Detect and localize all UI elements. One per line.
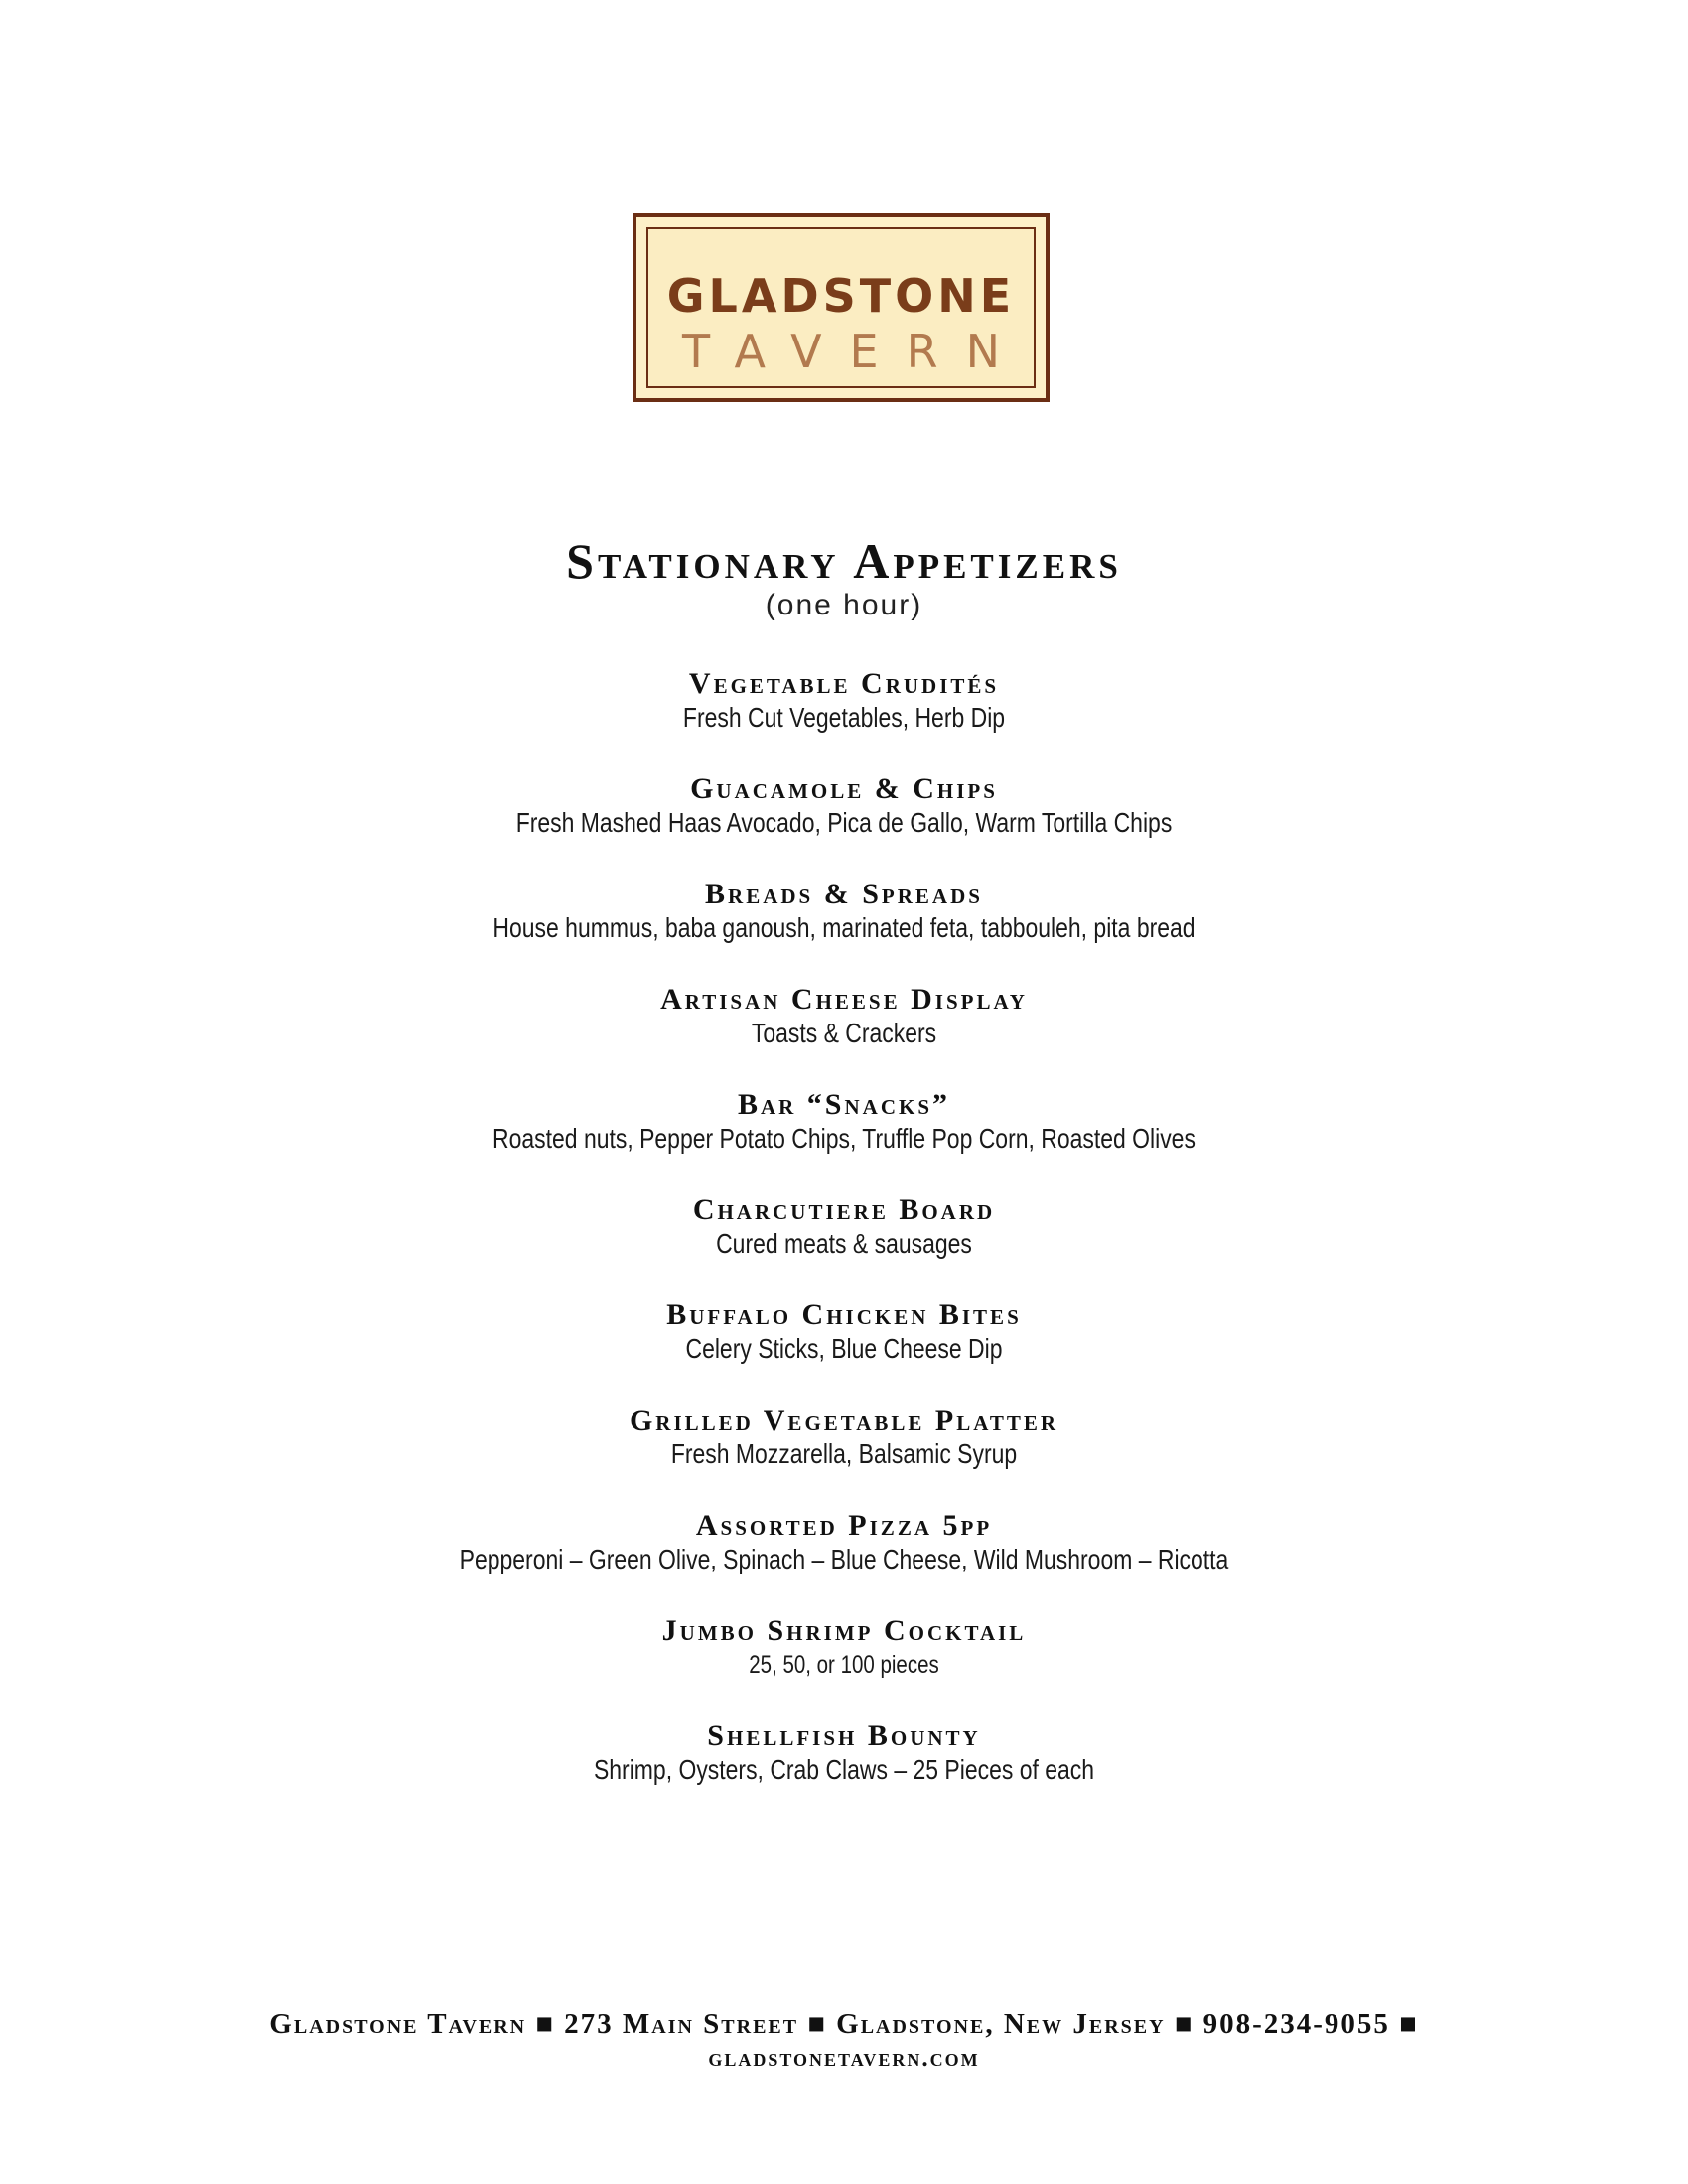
menu-content: [0, 534, 1688, 1825]
menu-item-name: Buffalo Chicken Bites: [666, 1298, 1022, 1331]
menu-item: [0, 1719, 1688, 1787]
menu-item-name: Guacamole & Chips: [690, 772, 998, 805]
menu-item-description: Fresh Mozzarella, Balsamic Syrup: [670, 1438, 1018, 1469]
menu-item-description: Fresh Cut Vegetables, Herb Dip: [682, 702, 1006, 733]
menu-item: [0, 667, 1688, 735]
menu-item-name: Shellfish Bounty: [707, 1719, 981, 1752]
menu-item-name: Vegetable Crudités: [688, 667, 1000, 700]
menu-item-name: Breads & Spreads: [705, 878, 983, 910]
footer: [0, 2007, 1688, 2075]
menu-item-name: Charcutiere Board: [692, 1193, 996, 1226]
menu-item-description: Fresh Mashed Haas Avocado, Pica de Gallo, Warm Tortilla Chips: [515, 807, 1173, 838]
menu-item-description: Cured meats & sausages: [716, 1228, 972, 1259]
logo: [633, 213, 1050, 402]
logo-text-gladstone: GLADSTONE: [666, 269, 1016, 323]
menu-item: [0, 878, 1688, 945]
logo-frame: [646, 227, 1036, 388]
menu-item: [0, 772, 1688, 840]
menu-item-description: Toasts & Crackers: [751, 1018, 937, 1048]
menu-title: Stationary Appetizers: [566, 533, 1122, 589]
menu-item-description: 25, 50, or 100 pieces: [749, 1651, 939, 1679]
menu-item-name: Jumbo Shrimp Cocktail: [661, 1614, 1027, 1647]
menu-item: [0, 1404, 1688, 1471]
menu-item-description: Shrimp, Oysters, Crab Claws – 25 Pieces of each: [593, 1754, 1095, 1785]
menu-item: [0, 1193, 1688, 1261]
menu-item: [0, 1509, 1688, 1576]
menu-item-name: Artisan Cheese Display: [660, 983, 1028, 1016]
footer-address: Gladstone Tavern ■ 273 Main Street ■ Gladstone, New Jersey ■ 908-234-9055 ■: [269, 2008, 1419, 2040]
menu-item: [0, 983, 1688, 1050]
menu-item-name: Bar “Snacks”: [737, 1088, 951, 1121]
menu-item: [0, 1298, 1688, 1366]
logo-text-tavern: TAVERN: [682, 325, 1028, 378]
menu-item-name: Grilled Vegetable Platter: [629, 1404, 1059, 1436]
menu-item-description: House hummus, baba ganoush, marinated feta, tabbouleh, pita bread: [492, 912, 1196, 943]
menu-item: [0, 1614, 1688, 1682]
menu-item-description: Roasted nuts, Pepper Potato Chips, Truffle Pop Corn, Roasted Olives: [492, 1123, 1196, 1154]
menu-item-description: Pepperoni – Green Olive, Spinach – Blue Cheese, Wild Mushroom – Ricotta: [459, 1544, 1229, 1574]
menu-item-description: Celery Sticks, Blue Cheese Dip: [685, 1333, 1003, 1364]
menu-subtitle: (one hour): [765, 589, 923, 621]
footer-website: gladstonetavern.com: [708, 2045, 980, 2072]
menu-item-name: Assorted Pizza 5pp: [695, 1509, 993, 1542]
menu-item: [0, 1088, 1688, 1156]
